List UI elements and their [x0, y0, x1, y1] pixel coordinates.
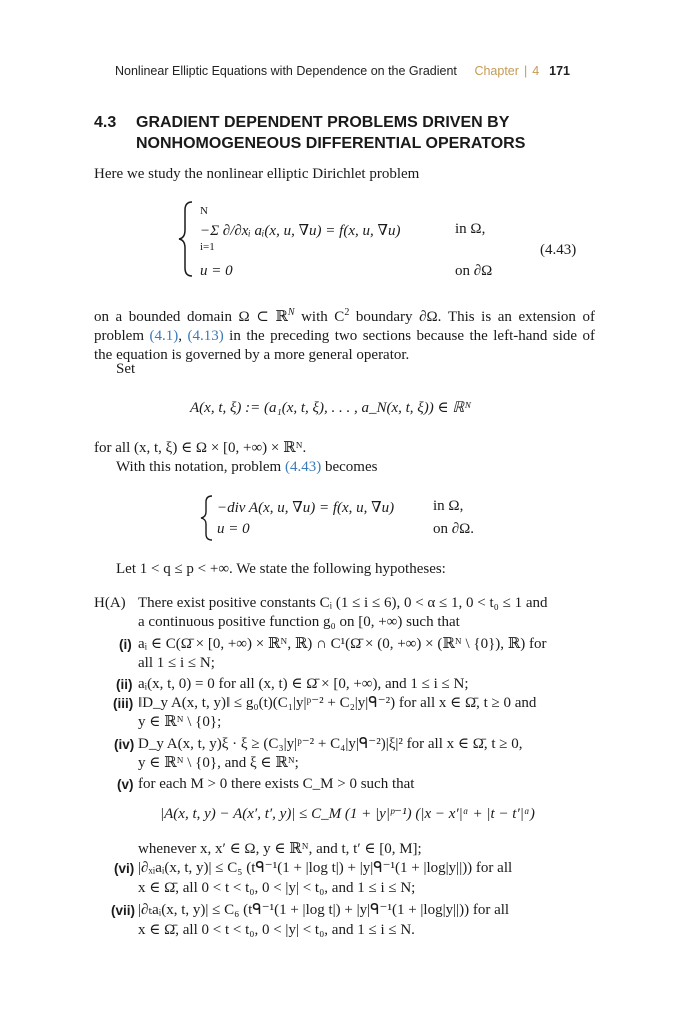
notation-line	[94, 458, 595, 477]
hypothesis-HA-line-2: a continuous positive function g₀ on [0, +∞) such that	[138, 614, 460, 630]
ref-4-1-link[interactable]: (4.1)	[149, 328, 179, 344]
section-title-line-1: GRADIENT DEPENDENT PROBLEMS DRIVEN BY	[136, 114, 510, 131]
equation-line-2: u = 0	[200, 263, 233, 279]
equation-line-1: −Σ ∂/∂xᵢ aᵢ(x, u, ∇u) = f(x, u, ∇u)	[200, 223, 401, 239]
definition-A: A(x, t, ξ) := (a₁(x, t, ξ), . . . , a_N(x, t, ξ)) ∈ ℝᴺ	[190, 400, 472, 416]
hypothesis-HA-line-1: There exist positive constants Cᵢ (1 ≤ i ≤ 6), 0 < α ≤ 1, 0 < t₀ ≤ 1 and	[138, 595, 548, 611]
hypothesis-iv-line-2: y ∈ ℝᴺ \ {0}, and ξ ∈ ℝᴺ;	[138, 755, 299, 771]
hypothesis-ii-label: (ii)	[116, 677, 133, 692]
running-title: Nonlinear Elliptic Equations with Dependence on the Gradient	[115, 64, 457, 78]
ref-4-43-link[interactable]: (4.43)	[284, 459, 322, 475]
hypothesis-vi-label: (vi)	[114, 861, 135, 876]
section-heading	[94, 112, 594, 154]
div-equation-line-2: u = 0	[217, 521, 250, 537]
domain-paragraph: on a bounded domain Ω ⊂ ℝ$^N$ with $C^2$ boundary ∂Ω. This is an extension of problem (4.1), (4.13) in the preceding two sections because the left-hand side of the equation is governed by a more general operator.	[94, 307, 596, 363]
para1-part-d: in the preceding two sections because the left-hand side of the equation is governed by a more general operator.	[94, 328, 596, 363]
sum-upper-limit: N	[200, 205, 208, 217]
hypothesis-iii-label: (iii)	[113, 696, 134, 711]
set-line: Set	[116, 361, 136, 377]
hypothesis-v-equation: |A(x, t, y) − A(x′, t′, y)| ≤ C_M (1 + |y|ᵖ⁻¹) (|x − x′|ᵅ + |t − t′|ᵅ)	[160, 806, 535, 822]
equation-label: (4.43)	[540, 242, 577, 258]
hypothesis-v-line-2: whenever x, x′ ∈ Ω, y ∈ ℝᴺ, and t, t′ ∈ [0, M];	[138, 841, 422, 857]
div-equation-line-1: −div A(x, u, ∇u) = f(x, u, ∇u)	[217, 500, 395, 516]
hypothesis-vi-line-1: |∂ₓᵢaᵢ(x, t, y)| ≤ C₅ (tᑫ⁻¹(1 + |log t|) + |y|ᑫ⁻¹(1 + |log|y||)) for all	[138, 860, 513, 876]
div-condition-1: in Ω,	[433, 498, 464, 514]
comma: ,	[178, 328, 188, 344]
hypothesis-vii-line-2: x ∈ Ω̄, all 0 < t < t₀, 0 < |y| < t₀, and 1 ≤ i ≤ N.	[138, 922, 415, 938]
forall-line: for all (x, t, ξ) ∈ Ω × [0, +∞) × ℝᴺ.	[94, 440, 307, 456]
notation-text-b: becomes	[321, 459, 378, 475]
para1-part-a: on a bounded domain Ω ⊂ ℝ	[94, 309, 288, 325]
hypothesis-iii-line-2: y ∈ ℝᴺ \ {0};	[138, 714, 222, 730]
chapter-page-indicator	[474, 64, 570, 78]
let-line: Let 1 < q ≤ p < +∞. We state the following hypotheses:	[116, 561, 446, 577]
hypothesis-iv-line-1: D_y A(x, t, y)ξ · ξ ≥ (C₃|y|ᵖ⁻² + C₄|y|ᑫ⁻²)|ξ|² for all x ∈ Ω̄, t ≥ 0,	[138, 736, 523, 752]
hypothesis-v-label: (v)	[117, 777, 134, 792]
chapter-number: 4	[532, 64, 540, 78]
running-header	[115, 64, 570, 84]
div-condition-2: on ∂Ω.	[433, 521, 475, 537]
left-brace-icon	[176, 200, 196, 278]
hypothesis-vii-line-1: |∂ₜaᵢ(x, t, y)| ≤ C₆ (tᑫ⁻¹(1 + |log t|) + |y|ᑫ⁻¹(1 + |log|y||)) for all	[138, 902, 510, 918]
para1-part-c: boundary ∂Ω. This is an extension of problem	[94, 309, 595, 344]
chapter-label: Chapter	[474, 64, 519, 78]
ref-4-13-link[interactable]: (4.13)	[187, 328, 224, 344]
para1-part-b: with C	[294, 309, 345, 325]
equation-condition-2: on ∂Ω	[455, 263, 493, 279]
header-separator: |	[523, 64, 528, 78]
intro-paragraph: Here we study the nonlinear elliptic Dirichlet problem	[94, 166, 420, 182]
hypothesis-HA-label: H(A)	[94, 595, 126, 611]
hypothesis-v-line-1: for each M > 0 there exists C_M > 0 such that	[138, 776, 415, 792]
hypothesis-vi-line-2: x ∈ Ω̄, all 0 < t < t₀, 0 < |y| < t₀, and 1 ≤ i ≤ N;	[138, 880, 416, 896]
hypothesis-iv-label: (iv)	[114, 737, 135, 752]
hypothesis-ii-line-1: aᵢ(x, t, 0) = 0 for all (x, t) ∈ Ω̄ × [0, +∞), and 1 ≤ i ≤ N;	[138, 676, 469, 692]
sum-lower-limit: i=1	[200, 241, 215, 253]
section-number: 4.3	[94, 114, 117, 131]
page-number: 171	[549, 64, 570, 78]
hypothesis-i-label: (i)	[119, 637, 132, 652]
hypothesis-iii-line-1: ‖D_y A(x, t, y)‖ ≤ g₀(t)(C₁|y|ᵖ⁻² + C₂|y|ᑫ⁻²) for all x ∈ Ω̄, t ≥ 0 and	[138, 695, 537, 711]
equation-condition-1: in Ω,	[455, 221, 486, 237]
notation-text-a: With this notation, problem	[116, 459, 285, 475]
hypothesis-vii-label: (vii)	[111, 903, 136, 918]
section-title-line-2: NONHOMOGENEOUS DIFFERENTIAL OPERATORS	[136, 135, 526, 152]
left-brace-icon	[199, 494, 215, 542]
hypothesis-i-line-1: aᵢ ∈ C(Ω̄ × [0, +∞) × ℝᴺ, ℝ) ∩ C¹(Ω̄ × (0, +∞) × (ℝᴺ \ {0}), ℝ) for	[138, 636, 547, 652]
hypothesis-i-line-2: all 1 ≤ i ≤ N;	[138, 655, 215, 671]
